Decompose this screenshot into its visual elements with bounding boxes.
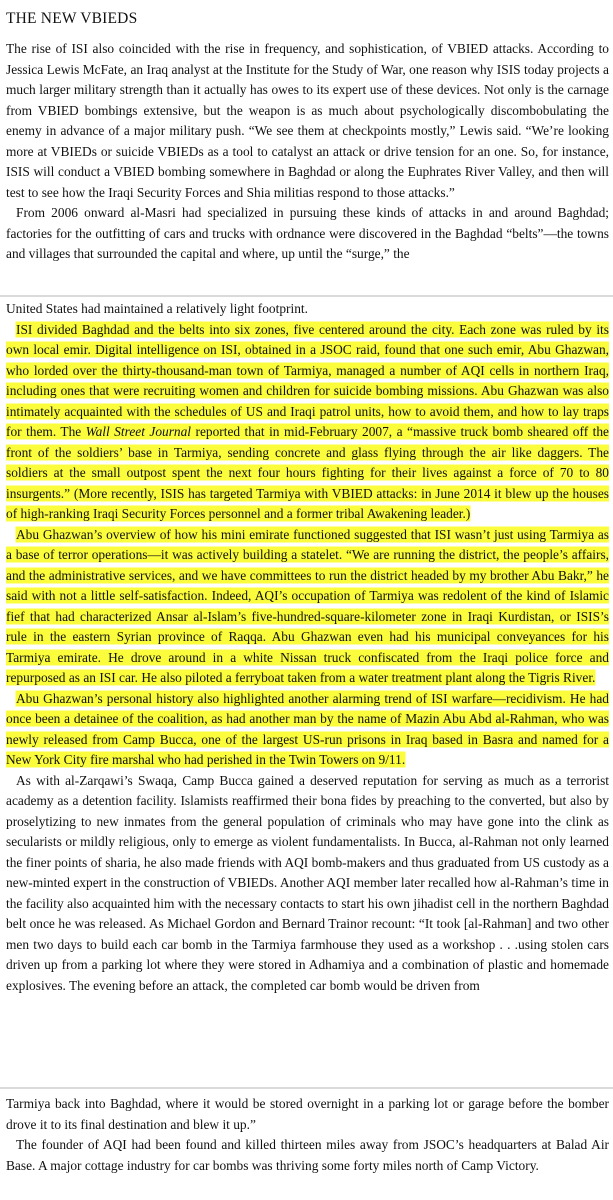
text-run: ISI divided Baghdad and the belts into six zones, five centered around the city. Each zone was ruled by its own local emir. Digital intelligence on ISI, obtained in a JSOC raid, found that one such emir, Abu Ghazwan, who lorded over the thirty-thousand-man town of Tarmiya, managed a number of AQI cells in northern Iraq, including ones that were recruiting women and children for suicide bombing missions. Abu Ghazwan was also intimately acquainted with the schedules of US and Iraqi patrol units, how to avoid them, and how to lay traps for them. The: [6, 321, 609, 439]
excerpt-3: [6, 1094, 609, 1176]
excerpt-1: [6, 39, 609, 265]
section-heading: THE NEW VBIEDS: [6, 10, 138, 27]
paragraph: From 2006 onward al-Masri had specialized in pursuing these kinds of attacks in and around Baghdad; factories for the outfitting of cars and trucks with ordnance were discovered in the Baghdad “belts”—the towns and villages that surrounded the capital and where, up until the “surge,” the: [6, 205, 609, 261]
paragraph: The rise of ISI also coincided with the rise in frequency, and sophistication, of VBIED attacks. According to Jessica Lewis McFate, an Iraq analyst at the Institute for the Study of War, one reason why ISIS today projects a much larger military strength than it actually has owes to its expert use of these devices. Not only is the carnage from VBIED bombings extensive, but the weapon is as much about psychologically discombobulating the enemy in advance of a major military push. “We see them at checkpoints mostly,” Lewis said. “We’re looking more at VBIEDs or suicide VBIEDs as a tool to catalyst an attack or drive tension for an one. So, for instance, ISIS will conduct a VBIED bombing somewhere in Baghdad or along the Euphrates River Valley, and then will test to see how the Iraqi Security Forces and Shia militias respond to those attacks.”: [6, 41, 609, 200]
page-divider: [0, 295, 613, 297]
highlight: Abu Ghazwan’s personal history also highlighted another alarming trend of ISI warfare—recidivism. He had once been a detainee of the coalition, as had another man by the name of Mazin Abu Abd al-Rahman, who was newly released from Camp Bucca, one of the largest US-run prisons in Iraq based in Basra and named for a New York City fire marshal who had perished in the Twin Towers on 9/11.: [6, 690, 609, 767]
paragraph: Tarmiya back into Baghdad, where it would be stored overnight in a parking lot or garage before the bomber drove it to its final destination and blew it up.”: [6, 1096, 609, 1132]
highlighted-paragraph: [6, 525, 609, 689]
highlighted-paragraph: [6, 320, 609, 525]
publication-title: Wall Street Journal: [85, 424, 192, 439]
highlighted-paragraph: [6, 689, 609, 771]
text-run: reported that in mid-February 2007, a “massive truck bomb sheared off the front of the soldiers’ base in Tarmiya, sending concrete and glass flying through the air like daggers. The soldiers at the small outpost spent the next four hours fighting for their lives against a force of 70 to 80 insurgents.” (More recently, ISIS has targeted Tarmiya with VBIED attacks: in June 2014 it blew up the houses of high-ranking Iraqi Security Forces personnel and a former tribal Awakening leader.): [6, 424, 609, 521]
excerpt-2: [6, 299, 609, 996]
paragraph: As with al-Zarqawi’s Swaqa, Camp Bucca gained a deserved reputation for serving as much as a terrorist academy as a detention facility. Islamists reaffirmed their bona fides by preaching to the converted, but also by proselytizing to new inmates from the general population of criminals who may have gone into the clink as secularists or mildly religious, only to emerge as violent fundamentalists. In Bucca, al-Rahman not only learned the finer points of sharia, he also made friends with AQI bomb-makers and thus graduated from US custody as a new-minted expert in the construction of VBIEDs. Another AQI member later recalled how al-Rahman’s time in the facility also acquainted him with the necessary contacts to start his own jihadist cell in the northern Baghdad belt once he was released. As Michael Gordon and Bernard Trainor recount: “It took [al-Rahman] and two other men two days to build each car bomb in the Tarmiya farmhouse they used as a workshop . . .using stolen cars driven up from a parking lot where they were stored in Adhamiya and a combination of plastic and homemade explosives. The evening before an attack, the completed car bomb would be driven from: [6, 772, 609, 993]
page-divider: [0, 1087, 613, 1089]
paragraph: The founder of AQI had been found and killed thirteen miles away from JSOC’s headquarters at Balad Air Base. A major cottage industry for car bombs was thriving some forty miles north of Camp Victory.: [6, 1137, 609, 1173]
highlight: Abu Ghazwan’s overview of how his mini emirate functioned suggested that ISI wasn’t just using Tarmiya as a base of terror operations—it was actively building a statelet. “We are running the district, the people’s affairs, and the administrative services, and we have committees to run the district headed by my brother Abu Bakr,” he said with not a little self-satisfaction. Indeed, AQI’s occupation of Tarmiya was redolent of the kind of Islamic fief that had characterized Ansar al-Islam’s five-hundred-square-kilometer zone in Iraqi Kurdistan, or ISIS’s rule in the eastern Syrian province of Raqqa. Abu Ghazwan even had his municipal conveyances for his Tarmiya emirate. He drove around in a white Nissan truck confiscated from the Iraqi police force and repurposed as an ISI car. He also piloted a ferryboat taken from a water treatment plant along the Tigris River.: [6, 526, 609, 685]
paragraph: United States had maintained a relatively light footprint.: [6, 301, 308, 316]
